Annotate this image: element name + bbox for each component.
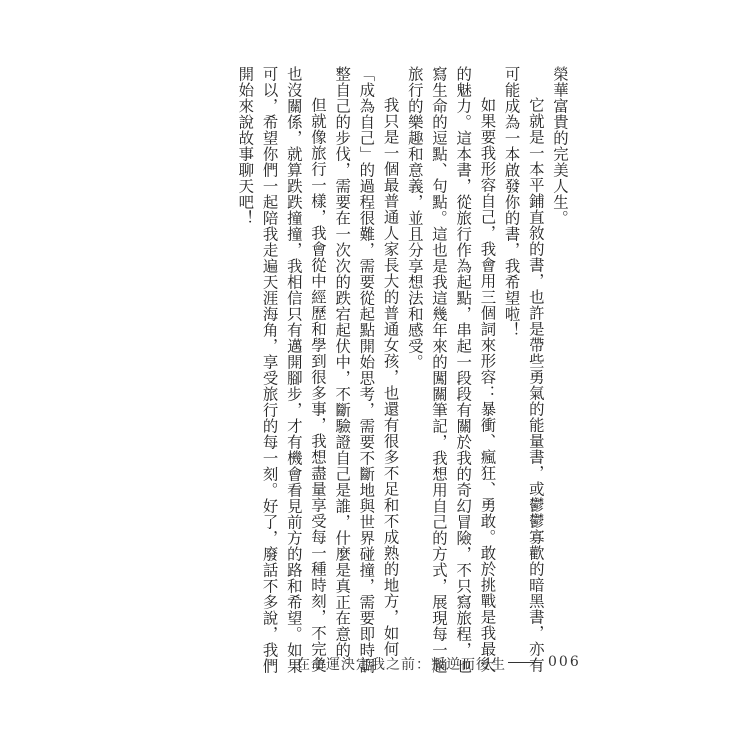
text-line: 我只是一個最普通人家長大的普通女孩，也還有很多不足和不成熟的地方，如何 [381, 96, 400, 657]
text-line: 可以，希望你們一起陪我走遍天涯海角，享受旅行的每一刻。好了，廢話不多說，我們 [260, 66, 279, 674]
text-line: 但就像旅行一樣，我會從中經歷和學到很多事，我想盡量享受每一種時刻，不完美 [308, 96, 327, 673]
text-line: 榮華富貴的完美人生。 [551, 66, 569, 226]
page-number: 006 [548, 654, 581, 670]
text-line: 旅行的樂趣和意義，並且分享想法和感受。 [405, 66, 424, 370]
text-line: 寫生命的逗點、句點。這也是我這幾年來的闖關筆記，我想用自己的方式，展現每一趟 [429, 66, 448, 674]
text-line: 「成為自己」的過程很難，需要從起點開始思考，需要不斷地與世界碰撞，需要即時調 [357, 66, 376, 674]
text-line: 也沒關係，就算跌跌撞撞，我相信只有邁開腳步，才有機會看見前方的路和希望。如果 [284, 66, 303, 674]
footer-rule [508, 662, 542, 663]
running-title: 在命運決定我之前：叛逆而後生 [296, 657, 506, 673]
text-line: 可能成為一本啟發你的書，我希望啦！ [502, 66, 521, 338]
text-line: 開始來說故事聊天吧！ [236, 66, 255, 226]
text-line: 如果要我形容自己，我會用三個詞來形容：暴衝、瘋狂、勇敢。敢於挑戰是我最大 [478, 96, 497, 673]
page-footer [0, 650, 750, 674]
text-line: 它就是一本平鋪直敘的書，也許是帶些勇氣的能量書，或鬱鬱寡歡的暗黑書，亦有 [526, 96, 545, 673]
text-line: 的魅力。這本書，從旅行作為起點，串起一段段有關於我的奇幻冒險，不只寫旅程，也 [454, 66, 473, 674]
text-line: 整自己的步伐，需要在一次次的跌宕起伏中，不斷驗證自己是誰，什麼是真正在意的。 [333, 66, 352, 674]
